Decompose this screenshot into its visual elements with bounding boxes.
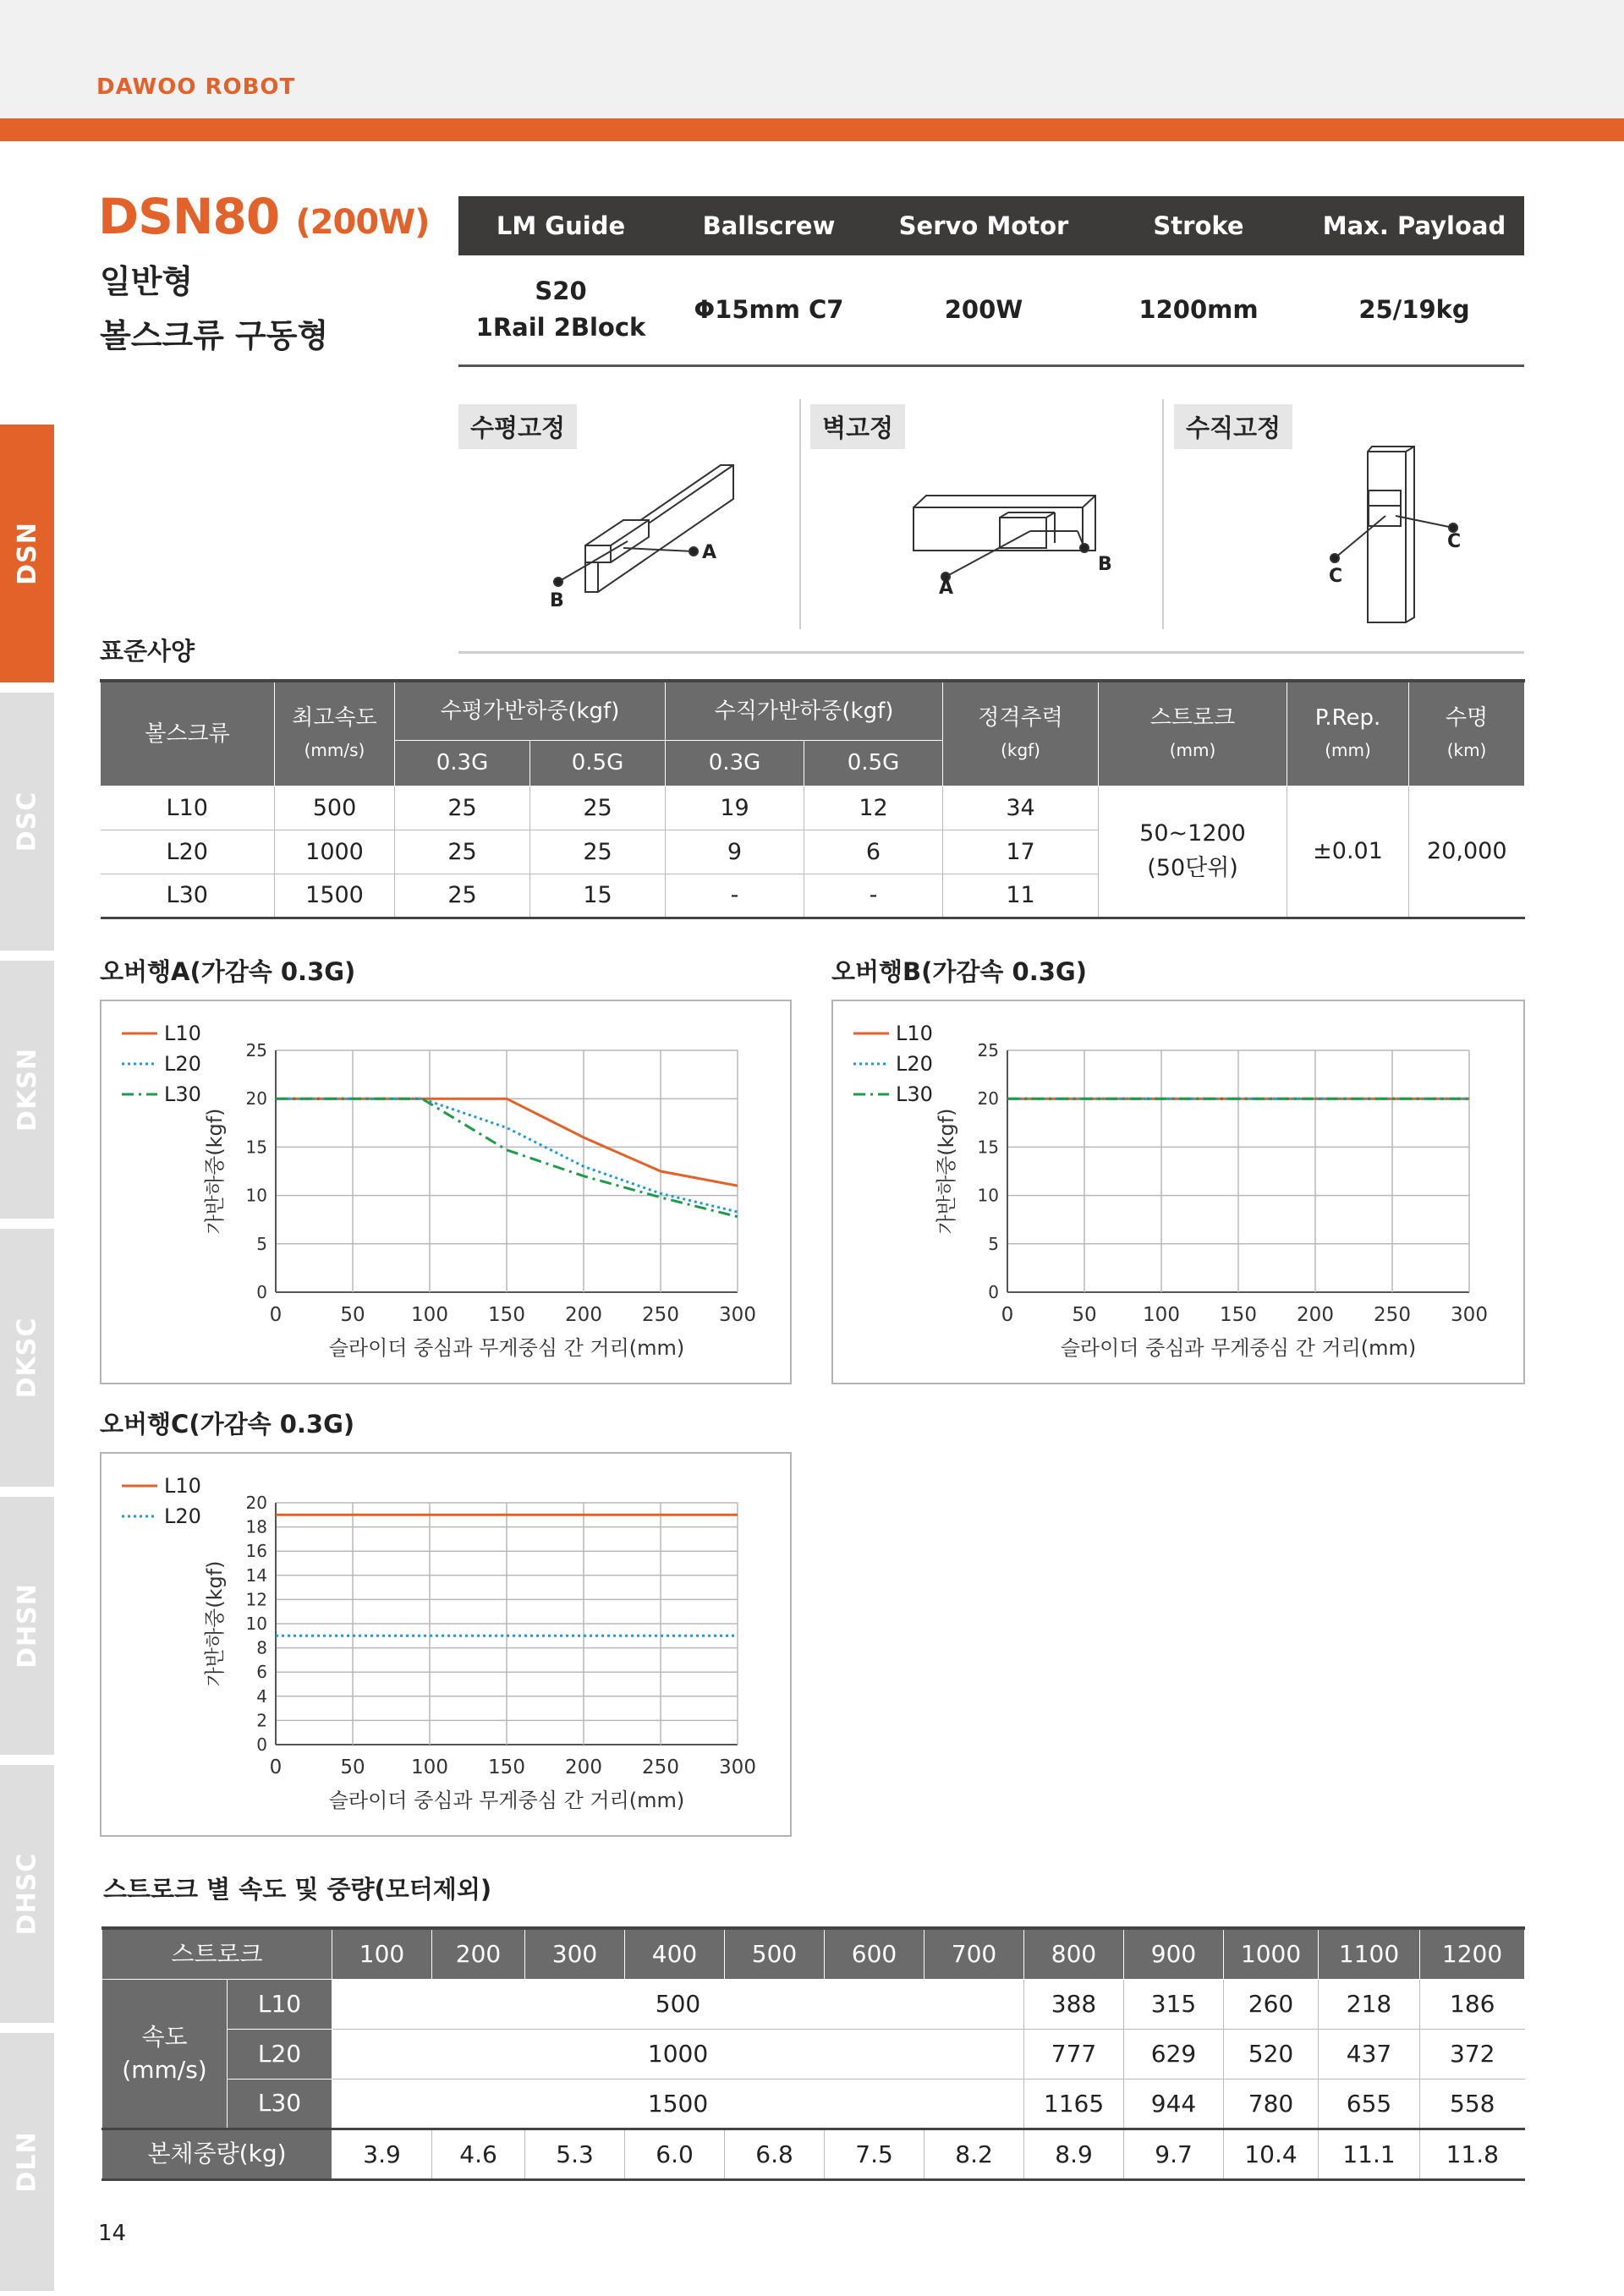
v-payload-05g: 6	[804, 830, 943, 874]
x-axis-label: 슬라이더 중심과 무게중심 간 거리(mm)	[328, 1789, 685, 1812]
speed-value: 1165	[1024, 2079, 1124, 2129]
specs-stroke: 1200mm	[1093, 255, 1304, 365]
weight-value: 5.3	[525, 2129, 625, 2179]
v-payload-05g: -	[804, 874, 943, 918]
stroke-value: 1200	[1420, 1928, 1525, 1979]
side-tab-dksn[interactable]	[0, 961, 54, 1219]
x-tick-label: 100	[411, 1756, 448, 1778]
h-payload-03g: 25	[395, 786, 530, 830]
x-tick-label: 0	[1001, 1304, 1014, 1326]
y-tick-label: 5	[988, 1233, 999, 1254]
rated-thrust: 11	[943, 874, 1099, 918]
y-tick-label: 12	[245, 1589, 267, 1610]
v-payload-03g: 19	[666, 786, 804, 830]
speed: 1500	[275, 874, 395, 918]
point-label-b: B	[1098, 554, 1112, 575]
header-max-speed-unit: (mm/s)	[304, 739, 365, 760]
weight-value: 10.4	[1224, 2129, 1319, 2179]
table-row	[102, 2079, 1525, 2129]
x-tick-label: 100	[411, 1304, 448, 1326]
header-v-03g: 0.3G	[666, 740, 804, 786]
x-tick-label: 0	[269, 1304, 283, 1326]
header-h-05g: 0.5G	[530, 740, 666, 786]
header-ballscrew: 볼스크류	[101, 681, 275, 786]
table-row	[102, 2029, 1525, 2079]
speed: 500	[275, 786, 395, 830]
stroke-value: 1000	[1224, 1928, 1319, 1979]
lm-guide-config: 1Rail 2Block	[475, 313, 646, 342]
lead: L10	[101, 786, 275, 830]
specs-max-payload: 25/19kg	[1304, 255, 1524, 365]
speed-value: 558	[1420, 2079, 1525, 2129]
weight-value: 6.0	[625, 2129, 725, 2179]
point-label-c: C	[1447, 531, 1462, 552]
header-life-label: 수명	[1445, 705, 1489, 732]
standard-spec-title: 표준사양	[100, 637, 195, 666]
chart-overhang-b-svg	[833, 1001, 1523, 1383]
header-stroke	[1099, 681, 1287, 786]
x-tick-label: 300	[1451, 1304, 1488, 1326]
legend-label: L10	[896, 1022, 933, 1045]
weight-value: 9.7	[1124, 2129, 1224, 2179]
y-tick-label: 15	[977, 1137, 999, 1158]
h-payload-03g: 25	[395, 830, 530, 874]
x-tick-label: 50	[340, 1304, 365, 1326]
x-tick-label: 200	[1297, 1304, 1334, 1326]
product-title	[98, 188, 430, 245]
stroke-value: 500	[725, 1928, 825, 1979]
lead: L30	[228, 2079, 332, 2129]
x-tick-label: 300	[719, 1304, 756, 1326]
y-tick-label: 0	[256, 1282, 267, 1302]
lead: L30	[101, 874, 275, 918]
y-tick-label: 0	[256, 1734, 267, 1755]
v-payload-03g: -	[666, 874, 804, 918]
header-accent-bar	[0, 118, 1624, 141]
y-tick-label: 14	[245, 1564, 267, 1586]
header-max-speed-label: 최고속도	[292, 705, 377, 732]
stroke-value: 800	[1024, 1928, 1124, 1979]
legend-label: L20	[896, 1052, 933, 1076]
side-tab-label: DHSC	[12, 1852, 42, 1936]
point-label-b: B	[550, 590, 564, 611]
header-rated-thrust-unit: (kgf)	[1001, 739, 1040, 760]
weight-value: 6.8	[725, 2129, 825, 2179]
side-tab-label: DKSC	[12, 1317, 42, 1399]
table-row	[102, 1979, 1525, 2029]
h-payload-03g: 25	[395, 874, 530, 918]
v-payload-05g: 12	[804, 786, 943, 830]
header-prep-unit: (mm)	[1325, 739, 1371, 760]
speed-label-unit: (mm/s)	[122, 2056, 207, 2084]
speed-value: 186	[1420, 1979, 1525, 2029]
vertical-mount-diagram	[1330, 447, 1457, 622]
speed-value: 780	[1224, 2079, 1319, 2129]
chart-title-overhang-a: 오버행A(가감속 0.3G)	[100, 957, 356, 986]
chart-overhang-b	[831, 1000, 1525, 1384]
legend-label: L30	[896, 1082, 933, 1106]
y-axis-label: 가반하중(kgf)	[203, 1560, 227, 1687]
specs-header-servo-motor: Servo Motor	[875, 196, 1093, 255]
speed-value: 944	[1124, 2079, 1224, 2129]
stroke-value: 400	[625, 1928, 725, 1979]
specs-header-max-payload: Max. Payload	[1304, 196, 1524, 255]
stroke-label: 스트로크	[102, 1928, 332, 1979]
specs-lm-guide	[458, 255, 663, 365]
speed-label	[102, 1979, 228, 2129]
speed-value: 388	[1024, 1979, 1124, 2029]
x-tick-label: 250	[642, 1304, 679, 1326]
y-tick-label: 2	[256, 1710, 267, 1731]
stroke-value: 600	[825, 1928, 924, 1979]
legend-label: L20	[164, 1504, 201, 1528]
header-stroke-label: 스트로크	[1149, 705, 1236, 732]
y-tick-label: 8	[256, 1637, 267, 1658]
chart-overhang-c	[100, 1452, 792, 1837]
wall-mount-diagram	[914, 496, 1095, 581]
weight-value: 4.6	[432, 2129, 525, 2179]
legend-label: L10	[164, 1474, 201, 1498]
specs-ballscrew: Φ15mm C7	[663, 255, 875, 365]
h-payload-05g: 25	[530, 786, 666, 830]
weight-row	[102, 2129, 1525, 2179]
header-life-unit: (km)	[1446, 739, 1487, 760]
specs-header-lm-guide: LM Guide	[458, 196, 663, 255]
speed-weight-title: 스트로크 별 속도 및 중량(모터제외)	[103, 1875, 492, 1904]
point-label-c: C	[1329, 566, 1343, 587]
specs-value-row	[458, 255, 1524, 365]
product-type-line1: 일반형	[100, 263, 194, 300]
y-axis-label: 가반하중(kgf)	[203, 1108, 227, 1235]
x-tick-label: 200	[565, 1304, 602, 1326]
y-tick-label: 25	[977, 1040, 999, 1060]
speed-value: 655	[1319, 2079, 1420, 2129]
y-axis-label: 가반하중(kgf)	[935, 1108, 958, 1235]
header-max-speed	[275, 681, 395, 786]
speed-label-text: 속도	[141, 2022, 188, 2051]
speed: 1000	[275, 830, 395, 874]
header-band	[0, 0, 1624, 118]
rated-thrust: 17	[943, 830, 1099, 874]
header-prep	[1287, 681, 1409, 786]
side-tab-dhsc[interactable]	[0, 1765, 54, 2023]
lm-guide-model: S20	[535, 276, 587, 305]
weight-value: 11.8	[1420, 2129, 1525, 2179]
stroke-value: 100	[332, 1928, 432, 1979]
x-tick-label: 200	[565, 1756, 602, 1778]
y-tick-label: 15	[245, 1137, 267, 1158]
side-tab-label: DKSN	[12, 1048, 42, 1132]
lead: L20	[101, 830, 275, 874]
chart-overhang-a	[100, 1000, 792, 1384]
model-name: DSN80	[98, 188, 280, 245]
weight-label: 본체중량(kg)	[102, 2129, 332, 2179]
header-rated-thrust	[943, 681, 1099, 786]
base-speed: 1000	[332, 2029, 1024, 2079]
x-axis-label: 슬라이더 중심과 무게중심 간 거리(mm)	[1060, 1336, 1417, 1360]
model-power: (200W)	[295, 203, 430, 242]
speed-value: 437	[1319, 2029, 1420, 2079]
h-payload-05g: 25	[530, 830, 666, 874]
chart-title-overhang-b: 오버행B(가감속 0.3G)	[831, 957, 1087, 986]
speed-value: 218	[1319, 1979, 1420, 2029]
side-tab-label: DSC	[12, 791, 42, 852]
stroke-value: 900	[1124, 1928, 1224, 1979]
standard-spec-table	[100, 679, 1525, 919]
side-tab-dsn[interactable]	[0, 425, 54, 682]
side-tab-label: DHSN	[12, 1583, 42, 1669]
header-stroke-unit: (mm)	[1169, 739, 1216, 760]
x-tick-label: 250	[1374, 1304, 1411, 1326]
side-tab-dsc[interactable]	[0, 693, 54, 951]
side-tab-dksc[interactable]	[0, 1229, 54, 1487]
chart-title-overhang-c: 오버행C(가감속 0.3G)	[100, 1410, 355, 1438]
speed-value: 520	[1224, 2029, 1319, 2079]
horizontal-mount-diagram	[554, 465, 733, 592]
chart-overhang-a-svg	[102, 1001, 790, 1383]
x-tick-label: 300	[719, 1756, 756, 1778]
specs-table	[458, 196, 1524, 367]
stroke-value: 200	[432, 1928, 525, 1979]
legend-label: L10	[164, 1022, 201, 1045]
y-tick-label: 4	[256, 1685, 267, 1707]
y-tick-label: 20	[977, 1088, 999, 1110]
rated-thrust: 34	[943, 786, 1099, 830]
y-tick-label: 16	[245, 1541, 267, 1562]
stroke-value: 700	[924, 1928, 1024, 1979]
header-life	[1409, 681, 1525, 786]
point-label-a: A	[702, 542, 717, 563]
x-tick-label: 50	[340, 1756, 365, 1778]
prep-value: ±0.01	[1287, 786, 1409, 918]
header-h-03g: 0.3G	[395, 740, 530, 786]
speed-value: 629	[1124, 2029, 1224, 2079]
header-rated-thrust-label: 정격추력	[978, 705, 1063, 732]
x-tick-label: 100	[1143, 1304, 1180, 1326]
stroke-header-row	[102, 1928, 1525, 1979]
weight-value: 8.9	[1024, 2129, 1124, 2179]
page-number: 14	[98, 2221, 127, 2246]
x-tick-label: 50	[1072, 1304, 1097, 1326]
y-tick-label: 10	[977, 1185, 999, 1206]
product-type-line2: 볼스크류 구동형	[100, 317, 329, 354]
side-tab-label: DSN	[12, 522, 42, 585]
mounting-diagrams	[458, 440, 1524, 660]
header-v-payload: 수직가반하중(kgf)	[666, 681, 943, 740]
y-tick-label: 5	[256, 1233, 267, 1254]
specs-header-stroke: Stroke	[1093, 196, 1304, 255]
y-tick-label: 6	[256, 1662, 267, 1683]
side-tab-dln[interactable]	[0, 2033, 54, 2291]
section-divider	[458, 651, 1524, 654]
weight-value: 7.5	[825, 2129, 924, 2179]
x-tick-label: 150	[488, 1756, 525, 1778]
mount-label-vertical: 수직고정	[1174, 404, 1292, 449]
y-tick-label: 10	[245, 1614, 267, 1634]
h-payload-05g: 15	[530, 874, 666, 918]
speed-weight-table	[102, 1926, 1525, 2181]
stroke-value: 300	[525, 1928, 625, 1979]
header-prep-label: P.Rep.	[1314, 705, 1381, 732]
stroke-range-value: 50~1200	[1139, 820, 1246, 847]
x-axis-label: 슬라이더 중심과 무게중심 간 거리(mm)	[328, 1336, 685, 1360]
stroke-range-unit: (50단위)	[1147, 854, 1238, 881]
weight-value: 8.2	[924, 2129, 1024, 2179]
header-v-05g: 0.5G	[804, 740, 943, 786]
mount-label-wall: 벽고정	[810, 404, 905, 449]
y-tick-label: 20	[245, 1088, 267, 1110]
weight-value: 11.1	[1319, 2129, 1420, 2179]
side-tab-label: DLN	[12, 2131, 42, 2193]
y-tick-label: 20	[245, 1493, 267, 1513]
speed-value: 315	[1124, 1979, 1224, 2029]
x-tick-label: 150	[488, 1304, 525, 1326]
speed-value: 372	[1420, 2029, 1525, 2079]
legend-label: L20	[164, 1052, 201, 1076]
legend-label: L30	[164, 1082, 201, 1106]
side-tab-dhsn[interactable]	[0, 1497, 54, 1755]
x-tick-label: 250	[642, 1756, 679, 1778]
header-h-payload: 수평가반하중(kgf)	[395, 681, 666, 740]
table-row	[101, 786, 1525, 830]
chart-overhang-c-svg	[102, 1454, 790, 1835]
mount-label-horizontal: 수평고정	[458, 404, 577, 449]
stroke-range	[1099, 786, 1287, 918]
life-value: 20,000	[1409, 786, 1525, 918]
base-speed: 1500	[332, 2079, 1024, 2129]
x-tick-label: 0	[269, 1756, 283, 1778]
lead: L10	[228, 1979, 332, 2029]
brand-name: DAWOO ROBOT	[96, 74, 296, 100]
weight-value: 3.9	[332, 2129, 432, 2179]
specs-servo-motor: 200W	[875, 255, 1093, 365]
speed-value: 777	[1024, 2029, 1124, 2079]
y-tick-label: 25	[245, 1040, 267, 1060]
v-payload-03g: 9	[666, 830, 804, 874]
specs-header-ballscrew: Ballscrew	[663, 196, 875, 255]
y-tick-label: 10	[245, 1185, 267, 1206]
base-speed: 500	[332, 1979, 1024, 2029]
x-tick-label: 150	[1220, 1304, 1257, 1326]
y-tick-label: 18	[245, 1516, 267, 1537]
point-label-a: A	[939, 578, 954, 599]
y-tick-label: 0	[988, 1282, 999, 1302]
stroke-value: 1100	[1319, 1928, 1420, 1979]
speed-value: 260	[1224, 1979, 1319, 2029]
lead: L20	[228, 2029, 332, 2079]
specs-header-row	[458, 196, 1524, 255]
